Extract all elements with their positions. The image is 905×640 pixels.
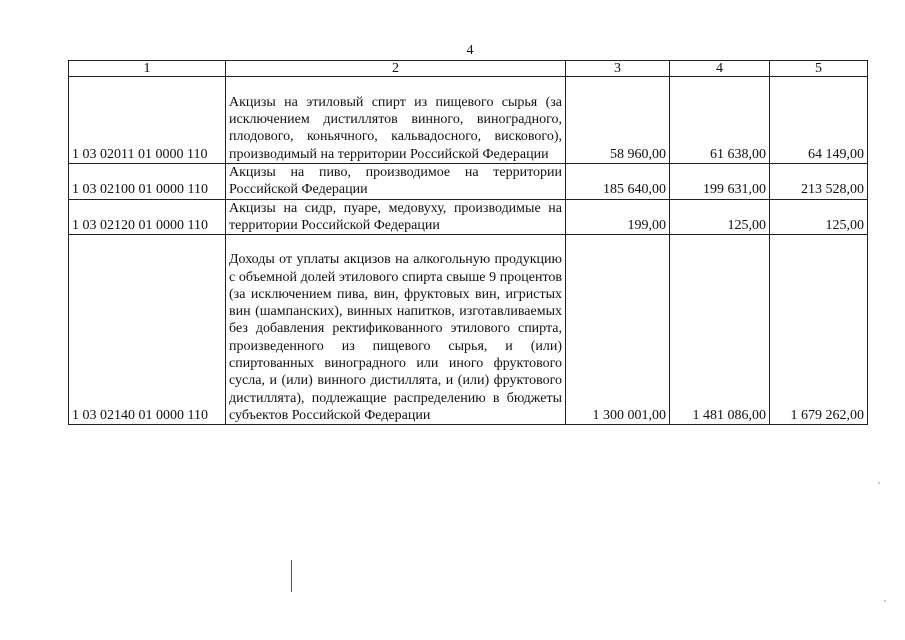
scan-artifact-dot [878, 482, 880, 484]
page-number: 4 [466, 43, 474, 58]
table-row [69, 164, 868, 200]
table-row [69, 199, 868, 235]
row-description: Акцизы на этиловый спирт из пищевого сырья (за исключением дистиллятов винного, виноградного, плодового, коньячного, кальвадосного, вискового), производимый на территории Российской Федерации [226, 77, 566, 164]
scan-artifact-line [291, 560, 292, 592]
row-code: 1 03 02120 01 0000 110 [69, 199, 226, 235]
header-col-4: 4 [670, 61, 770, 77]
table-row [69, 77, 868, 164]
header-row [69, 61, 868, 77]
row-value-col-5: 213 528,00 [770, 164, 868, 200]
row-value-col-3: 199,00 [566, 199, 670, 235]
header-col-5: 5 [770, 61, 868, 77]
header-col-2: 2 [226, 61, 566, 77]
row-value-col-4: 125,00 [670, 199, 770, 235]
revenue-table [68, 60, 868, 425]
row-value-col-3: 58 960,00 [566, 77, 670, 164]
table-header [69, 61, 868, 77]
row-description: Доходы от уплаты акцизов на алкогольную продукцию с объемной долей этилового спирта свыше 9 процентов (за исключением пива, вин, фруктовых вин, игристых вин (шампанских), винных напитков, изготавливаемых без добавления ректификованного этилового спирта, произведенного из пищевого сырья, и (или) спиртованных виноградного или иного фруктового сусла, и (или) винного дистиллята, и (или) фруктового дистиллята), подлежащие распределению в бюджеты субъектов Российской Федерации [226, 235, 566, 425]
row-description: Акцизы на пиво, производимое на территории Российской Федерации [226, 164, 566, 200]
row-code: 1 03 02100 01 0000 110 [69, 164, 226, 200]
row-value-col-3: 1 300 001,00 [566, 235, 670, 425]
row-description: Акцизы на сидр, пуаре, медовуху, производимые на территории Российской Федерации [226, 199, 566, 235]
header-col-1: 1 [69, 61, 226, 77]
row-value-col-5: 1 679 262,00 [770, 235, 868, 425]
row-value-col-4: 61 638,00 [670, 77, 770, 164]
row-code: 1 03 02140 01 0000 110 [69, 235, 226, 425]
row-value-col-4: 199 631,00 [670, 164, 770, 200]
row-value-col-5: 64 149,00 [770, 77, 868, 164]
header-col-3: 3 [566, 61, 670, 77]
row-code: 1 03 02011 01 0000 110 [69, 77, 226, 164]
row-value-col-3: 185 640,00 [566, 164, 670, 200]
row-value-col-4: 1 481 086,00 [670, 235, 770, 425]
scan-artifact-dot [884, 600, 886, 602]
table-body [69, 77, 868, 425]
row-value-col-5: 125,00 [770, 199, 868, 235]
table-row [69, 235, 868, 425]
